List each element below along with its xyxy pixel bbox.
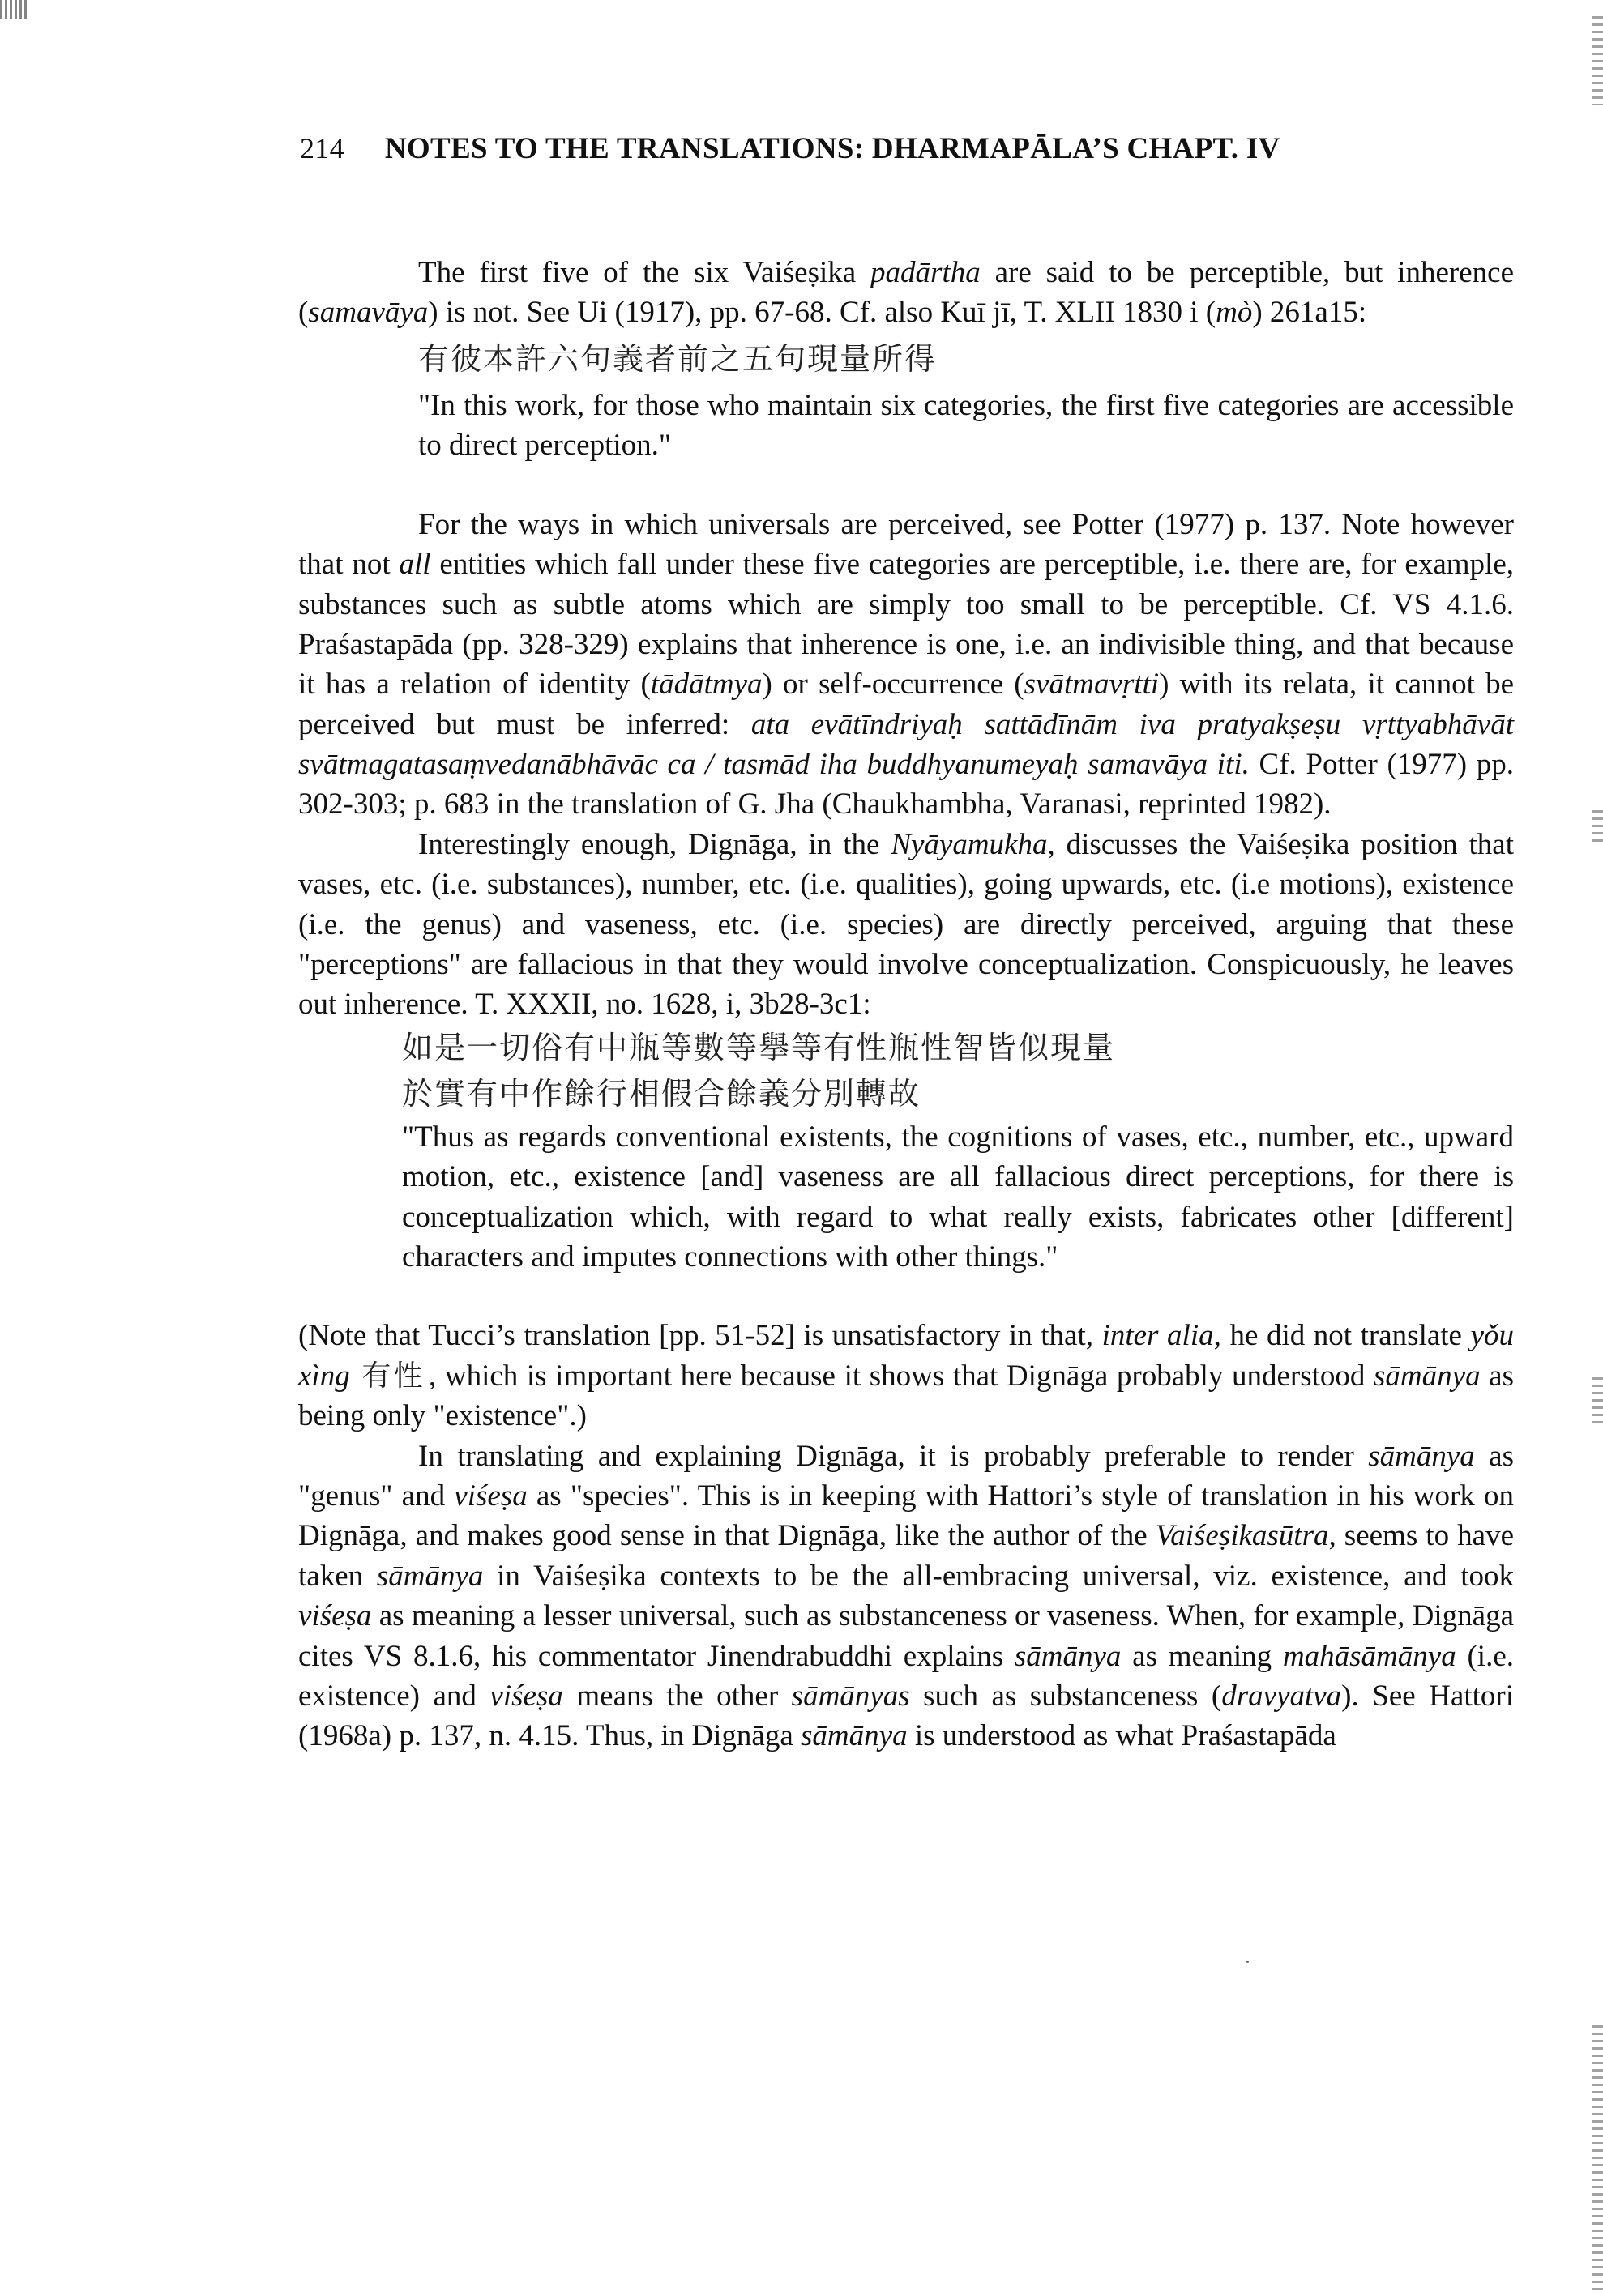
scan-edge-mark xyxy=(1592,1377,1603,1426)
paragraph-2: For the ways in which universals are perceived, see Potter (1977) p. 137. Note however that not all entities which fall under these five categories are perceptible, i.e. there are, for example, substances such as subtle atoms which are simply too small to be perceptible. Cf. VS 4.1.6. Praśastapāda (pp. 328-329) explains that inherence is one, i.e. an indivisible thing, and that because it has a relation of identity (tādātmya) or self-occurrence (svātmavṛtti) with its relata, it cannot be perceived but must be inferred: ata evātīndriyaḥ sattādīnām iva pratyakṣeṣu vṛttyabhāvāt svātmagatasaṃvedanābhāvāc ca / tasmād iha buddhyanumeyaḥ samavāya iti. Cf. Potter (1977) pp. 302-303; p. 683 in the translation of G. Jha (Chaukhambha, Varanasi, reprinted 1982). xyxy=(298,507,1514,822)
quote-translation-1: "In this work, for those who maintain six categories, the first five categories are accessible to direct perception." xyxy=(418,388,1514,463)
running-title: NOTES TO THE TRANSLATIONS: DHARMAPĀLA’S CHAPT. IV xyxy=(384,132,1280,165)
body-text xyxy=(298,253,1514,1756)
scan-edge-mark xyxy=(1592,16,1603,105)
quote-translation-2: "Thus as regards conventional existents, the cognitions of vases, etc., number, etc., upward motion, etc., existence [and] vaseness are all fallacious direct perceptions, for there is conceptualization which, with regard to what really exists, fabricates other [different] characters and imputes connections with other things." xyxy=(402,1120,1514,1274)
paragraph-5: In translating and explaining Dignāga, it is probably preferable to render sāmānya as "genus" and viśeṣa as "species". This is in keeping with Hattori’s style of translation in his work on Dignāga, and makes good sense in that Dignāga, like the author of the Vaiśeṣikasūtra, seems to have taken sāmānya in Vaiśeṣika contexts to be the all-embracing universal, viz. existence, and took viśeṣa as meaning a lesser universal, such as substanceness or vaseness. When, for example, Dignāga cites VS 8.1.6, his commentator Jinendrabuddhi explains sāmānya as meaning mahāsāmānya (i.e. existence) and viśeṣa means the other sāmānyas such as substanceness (dravyatva). See Hattori (1968a) p. 137, n. 4.15. Thus, in Dignāga sāmānya is understood as what Praśastapāda xyxy=(298,1439,1515,1753)
chinese-term: 有性 xyxy=(361,1359,426,1393)
scan-edge-mark xyxy=(1592,810,1603,843)
chinese-quote-2-line-2: 於實有中作餘行相假合餘義分別轉故 xyxy=(402,1075,921,1112)
chinese-quote-1: 有彼本許六句義者前之五句現量所得 xyxy=(418,340,938,377)
paragraph-4: (Note that Tucci’s translation [pp. 51-52] is unsatisfactory in that, inter alia, he did not translate yǒu xìng 有性 , which is important here because it shows that Dignāga probably understood sāmānya as being only "existence".) xyxy=(298,1319,1514,1433)
running-header xyxy=(300,131,1280,166)
chinese-quote-2-line-1: 如是一切俗有中瓶等數等擧等有性瓶性智皆似現量 xyxy=(402,1029,1116,1065)
scan-edge-mark xyxy=(1592,2025,1603,2293)
page-number: 214 xyxy=(300,132,344,164)
paragraph-3: Interestingly enough, Dignāga, in the Nyāyamukha, discusses the Vaiśeṣika position that vases, etc. (i.e. substances), number, etc. (i.e. qualities), going upwards, etc. (i.e motions), existence (i.e. the genus) and vaseness, etc. (i.e. species) are directly perceived, arguing that these "perceptions" are fallacious in that they would involve conceptualization. Conspicuously, he leaves out inherence. T. XXXII, no. 1628, i, 3b28-3c1: xyxy=(298,827,1514,1022)
paragraph-1: The first five of the six Vaiśeṣika padārtha are said to be perceptible, but inherence (samavāya) is not. See Ui (1917), pp. 67-68. Cf. also Kuī jī, T. XLII 1830 i (mò) 261a15: xyxy=(298,256,1514,330)
scan-corner-mark xyxy=(0,0,28,19)
scan-speck xyxy=(1246,1961,1249,1963)
